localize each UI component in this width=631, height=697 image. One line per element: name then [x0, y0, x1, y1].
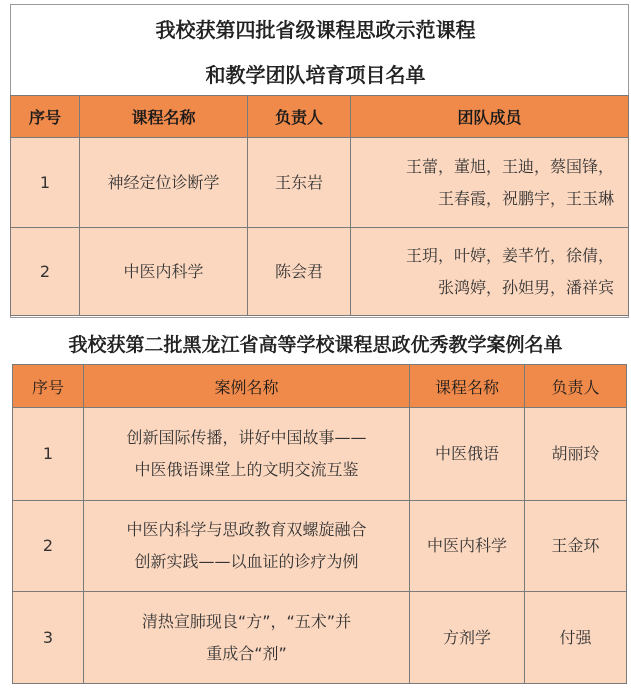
table-row — [11, 138, 629, 228]
row-lead: 胡丽玲 — [525, 408, 627, 501]
table-row — [13, 408, 627, 501]
table-header-row — [13, 365, 627, 408]
case-line1: 中医内科学与思政教育双螺旋融合 — [126, 520, 367, 539]
row-no: 2 — [13, 501, 84, 592]
header-case-name: 案例名称 — [84, 365, 410, 408]
table-header-row — [11, 96, 629, 138]
members-line1: 王玥，叶婷，姜芊竹，徐倩， — [405, 245, 614, 265]
members-line2: 王春霞，祝鹏宇，王玉琳 — [437, 188, 614, 208]
row-no: 1 — [13, 408, 84, 501]
row-members — [351, 138, 629, 228]
section2-title: 我校获第二批黑龙江省高等学校课程思政优秀教学案例名单 — [68, 334, 563, 356]
row-lead: 陈会君 — [248, 228, 351, 316]
row-lead: 王金环 — [525, 501, 627, 592]
section1-title-line1: 我校获第四批省级课程思政示范课程 — [155, 18, 476, 42]
case-line1: 创新国际传播，讲好中国故事—— — [126, 428, 367, 447]
course-team-table — [10, 95, 629, 316]
case-line2: 重成合“剂” — [206, 643, 287, 663]
case-line2: 创新实践——以血证的诊疗为例 — [134, 552, 359, 571]
case-line1: 清热宣肺现良“方”，“五术”并 — [141, 611, 352, 631]
row-lead: 付强 — [525, 592, 627, 684]
header-lead: 负责人 — [525, 365, 627, 408]
members-line2: 张鸿婷，孙妲男，潘祥宾 — [437, 277, 614, 297]
header-course-name: 课程名称 — [80, 96, 248, 138]
row-case — [84, 408, 410, 501]
header-course-name: 课程名称 — [410, 365, 525, 408]
table-row — [11, 228, 629, 316]
case-line2: 中医俄语课堂上的文明交流互鉴 — [134, 460, 359, 479]
members-line1: 王蕾，董旭，王迪，蔡国锋， — [405, 156, 614, 176]
row-case — [84, 501, 410, 592]
row-no: 1 — [11, 138, 80, 228]
row-no: 2 — [11, 228, 80, 316]
row-course: 神经定位诊断学 — [80, 138, 248, 228]
teaching-case-table — [12, 364, 627, 684]
row-course: 中医内科学 — [410, 501, 525, 592]
header-team-members: 团队成员 — [351, 96, 629, 138]
row-members — [351, 228, 629, 316]
row-no: 3 — [13, 592, 84, 684]
row-course: 方剂学 — [410, 592, 525, 684]
row-lead: 王东岩 — [248, 138, 351, 228]
row-course: 中医俄语 — [410, 408, 525, 501]
header-lead: 负责人 — [248, 96, 351, 138]
table-row — [13, 501, 627, 592]
row-case — [84, 592, 410, 684]
header-no: 序号 — [13, 365, 84, 408]
table-row — [13, 592, 627, 684]
row-course: 中医内科学 — [80, 228, 248, 316]
section1-title-line2: 和教学团队培育项目名单 — [205, 63, 426, 87]
header-no: 序号 — [11, 96, 80, 138]
